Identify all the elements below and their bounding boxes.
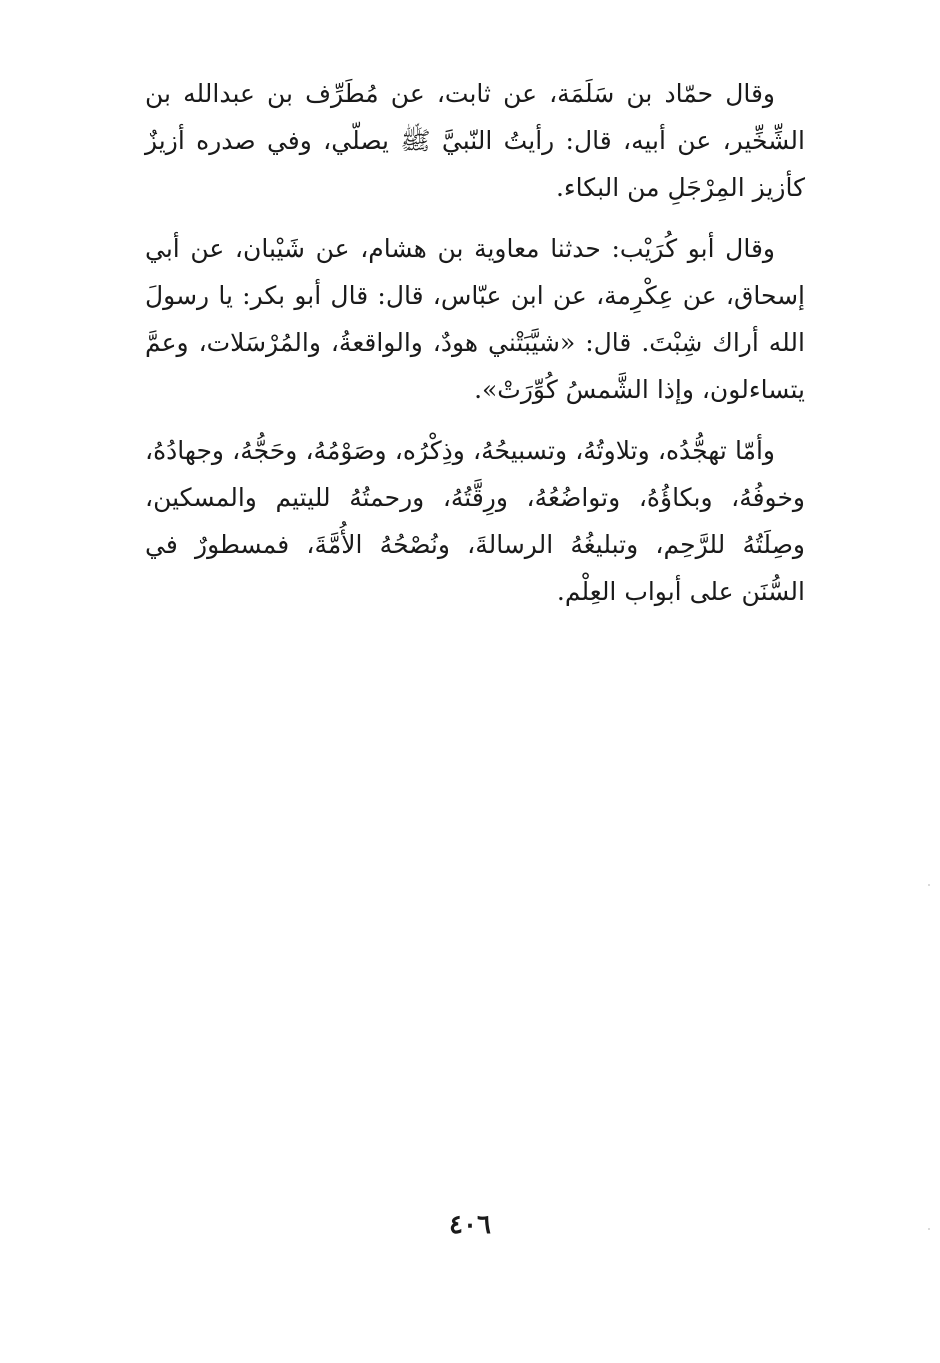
paragraph-abu-kurayb-narration: وقال أبو كُرَيْب: حدثنا معاوية بن هشام، عن شَيْبان، عن أبي إسحاق، عن عِكْرِمة، عن ابن عبّاس، قال: قال أبو بكر: يا رسولَ الله أراك شِبْتَ. قال: «شيَّبَتْني هودٌ، والواقعةُ، والمُرْسَلات، وعمَّ يتساءلون، وإذا الشَّمسُ كُوِّرَتْ». <box>145 234 805 404</box>
scan-speck <box>928 884 930 886</box>
scan-speck <box>928 1228 930 1230</box>
paragraph-hammad-narration: وقال حمّاد بن سَلَمَة، عن ثابت، عن مُطَرِّف بن عبدالله بن الشِّخِّير، عن أبيه، قال: رأيتُ النّبيَّ ﷺ يصلّي، وفي صدره أزيزٌ كأزيز المِرْجَلِ من البكاء. <box>145 79 805 202</box>
paragraph-worship-summary: وأمّا تهجُّدُه، وتلاوتُهُ، وتسبيحُهُ، وذِكْرُه، وصَوْمُهُ، وحَجُّهُ، وجهادُهُ، وخوفُهُ، وبكاؤُهُ، وتواضُعُهُ، ورِقَّتُهُ، ورحمتُهُ لليتيم والمسكين، وصِلَتُهُ للرَّحِم، وتبليغُهُ الرسالةَ، ونُصْحُهُ الأُمَّةَ، فمسطورٌ في السُّنَن على أبواب العِلْم. <box>145 436 805 606</box>
page-number: ٤٠٦ <box>449 1210 491 1240</box>
body-text <box>145 70 805 629</box>
